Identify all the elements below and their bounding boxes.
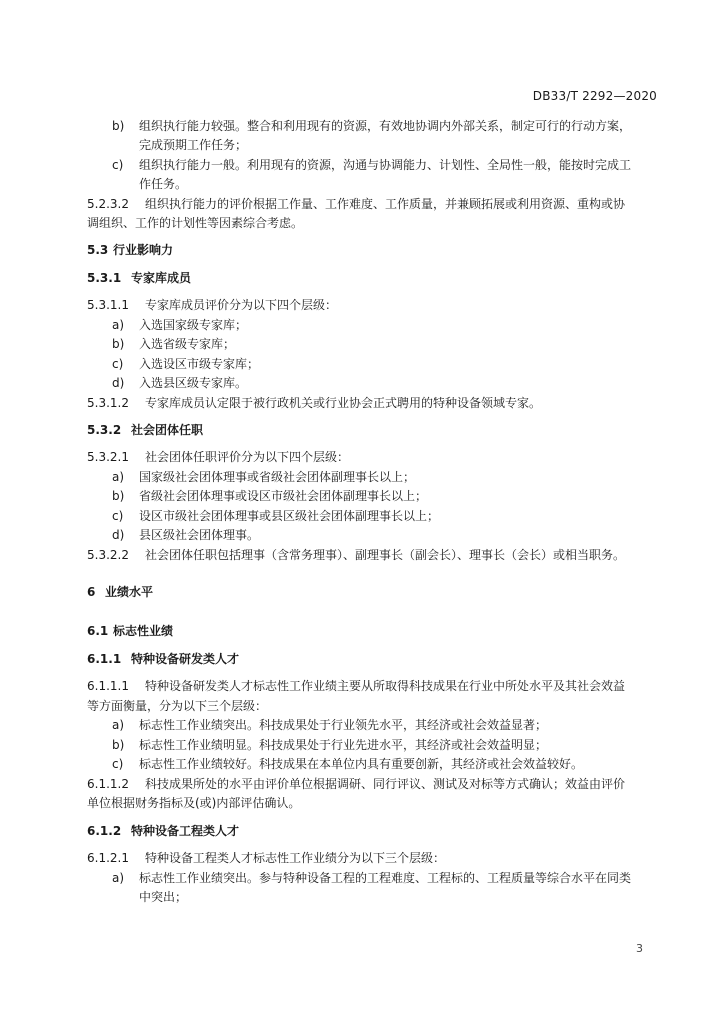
heading-title: 特种设备工程类人才 [131,824,240,838]
line-text: 完成预期工作任务； [139,138,248,152]
clause-number: 6.1.2.1 [87,851,129,865]
clause-number: 6.1.1.1 [87,679,129,693]
list-marker: a) [112,718,125,732]
clause-number: 5.2.3.2 [87,197,129,211]
heading-number: 5.3.2 [87,423,122,437]
heading-title: 特种设备研发类人才 [131,652,240,666]
heading-number: 6.1 [87,624,109,638]
line-text: 专家库成员认定限于被行政机关或行业协会正式聘用的特种设备领域专家。 [145,396,542,410]
list-marker: b) [112,337,125,351]
line-text: 社会团体任职评价分为以下四个层级： [145,450,350,464]
list-marker: d) [112,528,125,542]
list-marker: b) [112,489,125,503]
line-text: 调组织、工作的计划性等因素综合考虑。 [87,216,304,230]
line-text: 标志性工作业绩突出。参与特种设备工程的工程难度、工程标的、工程质量等综合水平在同类 [139,871,632,885]
line-text: 专家库成员评价分为以下四个层级： [145,298,338,312]
heading-number: 6.1.1 [87,652,122,666]
list-marker: d) [112,376,125,390]
line-text: 单位根据财务指标及(或)内部评估确认。 [87,796,301,810]
clause-number: 5.3.2.2 [87,548,129,562]
list-marker: c) [112,757,124,771]
line-text: 组织执行能力一般。利用现有的资源，沟通与协调能力、计划性、全局性一般，能按时完成工 [139,158,632,172]
line-text: 组织执行能力的评价根据工作量、工作难度、工作质量，并兼顾拓展或利用资源、重构或协 [145,197,626,211]
heading-title: 专家库成员 [131,271,192,285]
heading-title: 标志性业绩 [113,624,174,638]
line-text: 入选省级专家库； [139,337,236,351]
line-text: 特种设备工程类人才标志性工作业绩分为以下三个层级： [145,851,446,865]
list-marker: a) [112,318,125,332]
line-text: 入选国家级专家库； [139,318,248,332]
list-marker: b) [112,119,125,133]
clause-number: 5.3.2.1 [87,450,129,464]
line-text: 特种设备研发类人才标志性工作业绩主要从所取得科技成果在行业中所处水平及其社会效益 [145,679,626,693]
list-marker: a) [112,470,125,484]
line-text: 等方面衡量，分为以下三个层级： [87,699,268,713]
line-text: 标志性工作业绩突出。科技成果处于行业领先水平，其经济或社会效益显著； [139,718,548,732]
list-marker: c) [112,357,124,371]
heading-number: 6.1.2 [87,824,122,838]
line-text: 入选县区级专家库。 [139,376,248,390]
list-marker: c) [112,158,124,172]
heading-number: 5.3 [87,243,109,257]
clause-number: 5.3.1.1 [87,298,129,312]
heading-number: 6 [87,585,96,599]
line-text: 入选设区市级专家库； [139,357,260,371]
page-number: 3 [636,942,643,955]
line-text: 科技成果所处的水平由评价单位根据调研、同行评议、测试及对标等方式确认；效益由评价 [145,777,626,791]
clause-number: 5.3.1.2 [87,396,129,410]
heading-title: 业绩水平 [105,585,154,599]
list-marker: c) [112,509,124,523]
line-text: 作任务。 [139,177,188,191]
line-text: 设区市级社会团体理事或县区级社会团体副理事长以上； [139,509,440,523]
line-text: 组织执行能力较强。整合和利用现有的资源，有效地协调内外部关系，制定可行的行动方案， [139,119,632,133]
standard-code: DB33/T 2292—2020 [532,89,657,103]
heading-title: 社会团体任职 [131,423,204,437]
line-text: 中突出； [139,890,188,904]
heading-title: 行业影响力 [113,243,174,257]
line-text: 省级社会团体理事或设区市级社会团体副理事长以上； [139,489,428,503]
line-text: 标志性工作业绩明显。科技成果处于行业先进水平，其经济或社会效益明显； [139,738,548,752]
line-text: 标志性工作业绩较好。科技成果在本单位内具有重要创新，其经济或社会效益较好。 [139,757,584,771]
list-marker: b) [112,738,125,752]
line-text: 社会团体任职包括理事（含常务理事）、副理事长（副会长）、理事长（会长）或相当职务。 [145,548,626,562]
list-marker: a) [112,871,125,885]
line-text: 国家级社会团体理事或省级社会团体副理事长以上； [139,470,416,484]
clause-number: 6.1.1.2 [87,777,129,791]
line-text: 县区级社会团体理事。 [139,528,260,542]
heading-number: 5.3.1 [87,271,122,285]
